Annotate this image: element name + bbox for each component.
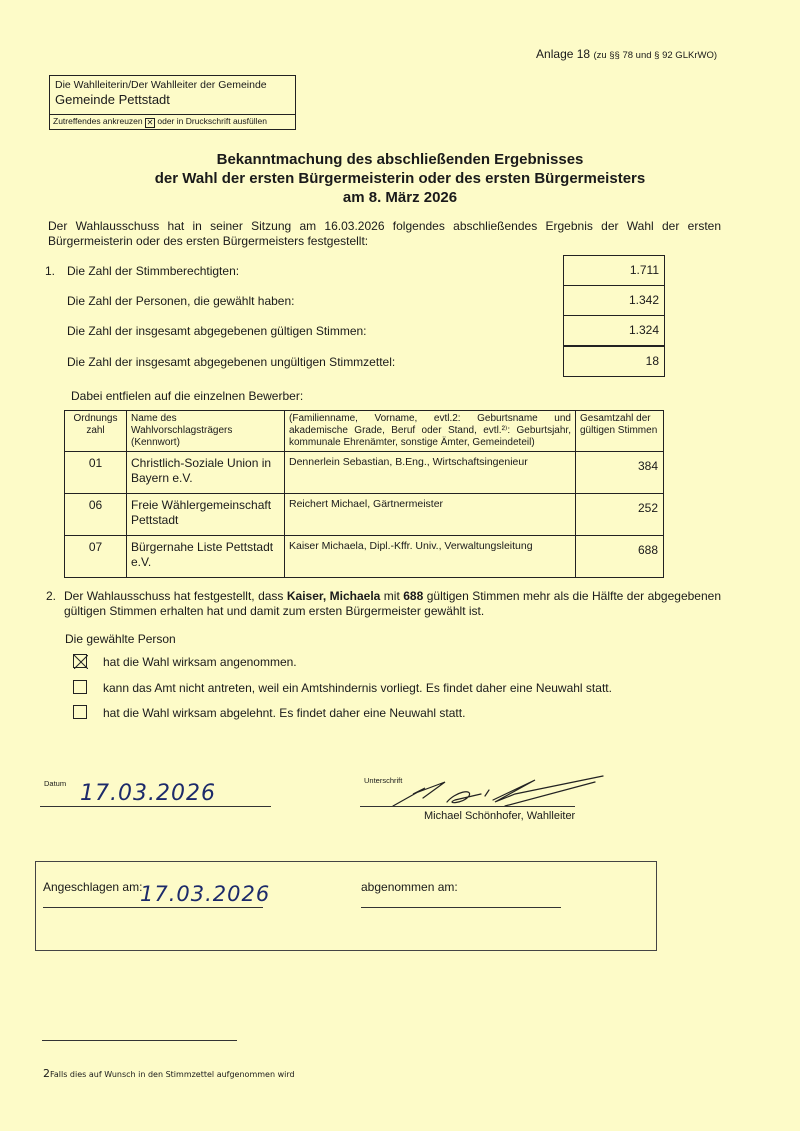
stat-label-valid: Die Zahl der insgesamt abgegebenen gültigen Stimmen: — [67, 324, 367, 338]
option-label: hat die Wahl wirksam angenommen. — [103, 655, 297, 669]
section-2-text — [64, 589, 721, 619]
winner-name: Kaiser, Michaela — [286, 589, 381, 603]
removed-date-line — [361, 907, 561, 908]
stat-value-valid: 1.324 — [563, 315, 665, 346]
election-authority-box — [49, 75, 296, 130]
row-number: 06 — [65, 494, 127, 536]
row-party: Freie Wählergemeinschaft Pettstadt — [127, 494, 285, 536]
option-label: kann das Amt nicht antreten, weil ein Amtshindernis vorliegt. Es findet daher eine Neuwahl statt. — [103, 681, 612, 695]
header-bewerber: (Familienname, Vorname, evtl.2: Geburtsname und akademische Grade, Beruf oder Stand, evtl.²⁾: Geburtsjahr, kommunale Ehrenämter, sonstige Ämter, Gemeindeteil) — [285, 411, 576, 452]
date-handwritten: 17.03.2026 — [80, 781, 216, 806]
footnote — [43, 1067, 295, 1080]
signer-name: Michael Schönhofer, Wahlleiter — [424, 810, 576, 822]
title-line-2: der Wahl der ersten Bürgermeisterin oder des ersten Bürgermeisters — [154, 170, 646, 187]
row-votes: 688 — [576, 536, 664, 578]
header-ordnungszahl: Ordnungs zahl — [65, 411, 127, 452]
authority-name: Gemeinde Pettstadt — [55, 92, 170, 107]
stat-value-invalid: 18 — [563, 346, 665, 377]
stat-label-invalid: Die Zahl der insgesamt abgegebenen ungültigen Stimmzettel: — [67, 355, 396, 369]
row-votes: 252 — [576, 494, 664, 536]
checkbox-checked[interactable] — [73, 654, 87, 668]
signature-label: Unterschrift — [364, 776, 403, 785]
checked-box-icon: ✕ — [146, 118, 154, 127]
row-number: 01 — [65, 452, 127, 494]
instruction-text-2: oder in Druckschrift ausfüllen — [157, 116, 267, 126]
date-line — [40, 806, 271, 807]
removed-date-field[interactable] — [361, 893, 561, 907]
cross-mark-icon — [74, 655, 88, 669]
candidates-intro: Dabei entfielen auf die einzelnen Bewerber: — [71, 389, 304, 403]
row-candidate: Reichert Michael, Gärtnermeister — [285, 494, 576, 536]
signature-line — [360, 806, 575, 807]
posted-date-handwritten: 17.03.2026 — [140, 882, 271, 906]
option-label: hat die Wahl wirksam abgelehnt. Es findet daher eine Neuwahl statt. — [103, 706, 466, 720]
elected-person-label: Die gewählte Person — [65, 632, 176, 646]
annex-legal-reference: (zu §§ 78 und § 92 GLKrWO) — [593, 50, 717, 61]
stat-value-eligible: 1.711 — [563, 255, 665, 286]
row-party: Christlich-Soziale Union in Bayern e.V. — [127, 452, 285, 494]
section-1-number: 1. — [45, 264, 56, 278]
document-title — [0, 150, 800, 207]
section-2-number: 2. — [46, 589, 57, 603]
instruction-text: Zutreffendes ankreuzen — [53, 116, 143, 126]
text-part: mit — [380, 589, 404, 603]
row-number: 07 — [65, 536, 127, 578]
row-candidate: Dennerlein Sebastian, B.Eng., Wirtschaftsingenieur — [285, 452, 576, 494]
posted-date-line — [43, 907, 263, 908]
footnote-text: Falls dies auf Wunsch in den Stimmzettel aufgenommen wird — [50, 1070, 295, 1079]
stat-value-voters: 1.342 — [563, 285, 665, 316]
checkbox-unchecked[interactable] — [73, 680, 87, 694]
footnote-mark: 2 — [43, 1067, 50, 1080]
winner-votes: 688 — [403, 589, 424, 603]
header-stimmen: Gesamtzahl der gültigen Stimmen — [576, 411, 664, 452]
row-votes: 384 — [576, 452, 664, 494]
table-row — [65, 452, 664, 494]
text-part: Der Wahlausschuss hat festgestellt, dass — [64, 589, 287, 603]
posted-label: Angeschlagen am: — [43, 880, 143, 894]
intro-paragraph: Der Wahlausschuss hat in seiner Sitzung am 16.03.2026 folgendes abschließendes Ergebnis der Wahl der ersten Bürgermeisterin oder des ersten Bürgermeisters festgestellt: — [48, 219, 721, 248]
candidates-table — [64, 410, 664, 578]
annex-number: Anlage 18 — [536, 47, 591, 61]
row-candidate: Kaiser Michaela, Dipl.-Kffr. Univ., Verwaltungsleitung — [285, 536, 576, 578]
authority-label: Die Wahlleiterin/Der Wahlleiter der Gemeinde — [55, 79, 267, 91]
annex-reference — [0, 47, 717, 61]
checkbox-unchecked[interactable] — [73, 705, 87, 719]
removed-label: abgenommen am: — [361, 880, 458, 894]
posting-box — [35, 861, 657, 951]
footnote-separator — [42, 1040, 237, 1041]
title-line-3: am 8. März 2026 — [342, 189, 458, 206]
date-label: Datum — [44, 779, 67, 788]
section-2 — [46, 589, 721, 619]
table-row — [65, 536, 664, 578]
table-row — [65, 494, 664, 536]
authority-instructions — [50, 114, 295, 129]
stat-label-eligible: Die Zahl der Stimmberechtigten: — [67, 264, 240, 278]
text-part: gültigen Stimmen mehr als die Hälfte der abgegebenen gültigen Stimmen erhalten hat und damit zum ersten Bürgermeister gewählt ist. — [64, 589, 721, 618]
table-header-row — [65, 411, 664, 452]
title-line-1: Bekanntmachung des abschließenden Ergebnisses — [216, 151, 584, 168]
row-party: Bürgernahe Liste Pettstadt e.V. — [127, 536, 285, 578]
stat-label-voters: Die Zahl der Personen, die gewählt haben: — [67, 294, 295, 308]
header-wahlvorschlag: Name des Wahlvorschlagsträgers (Kennwort) — [127, 411, 285, 452]
